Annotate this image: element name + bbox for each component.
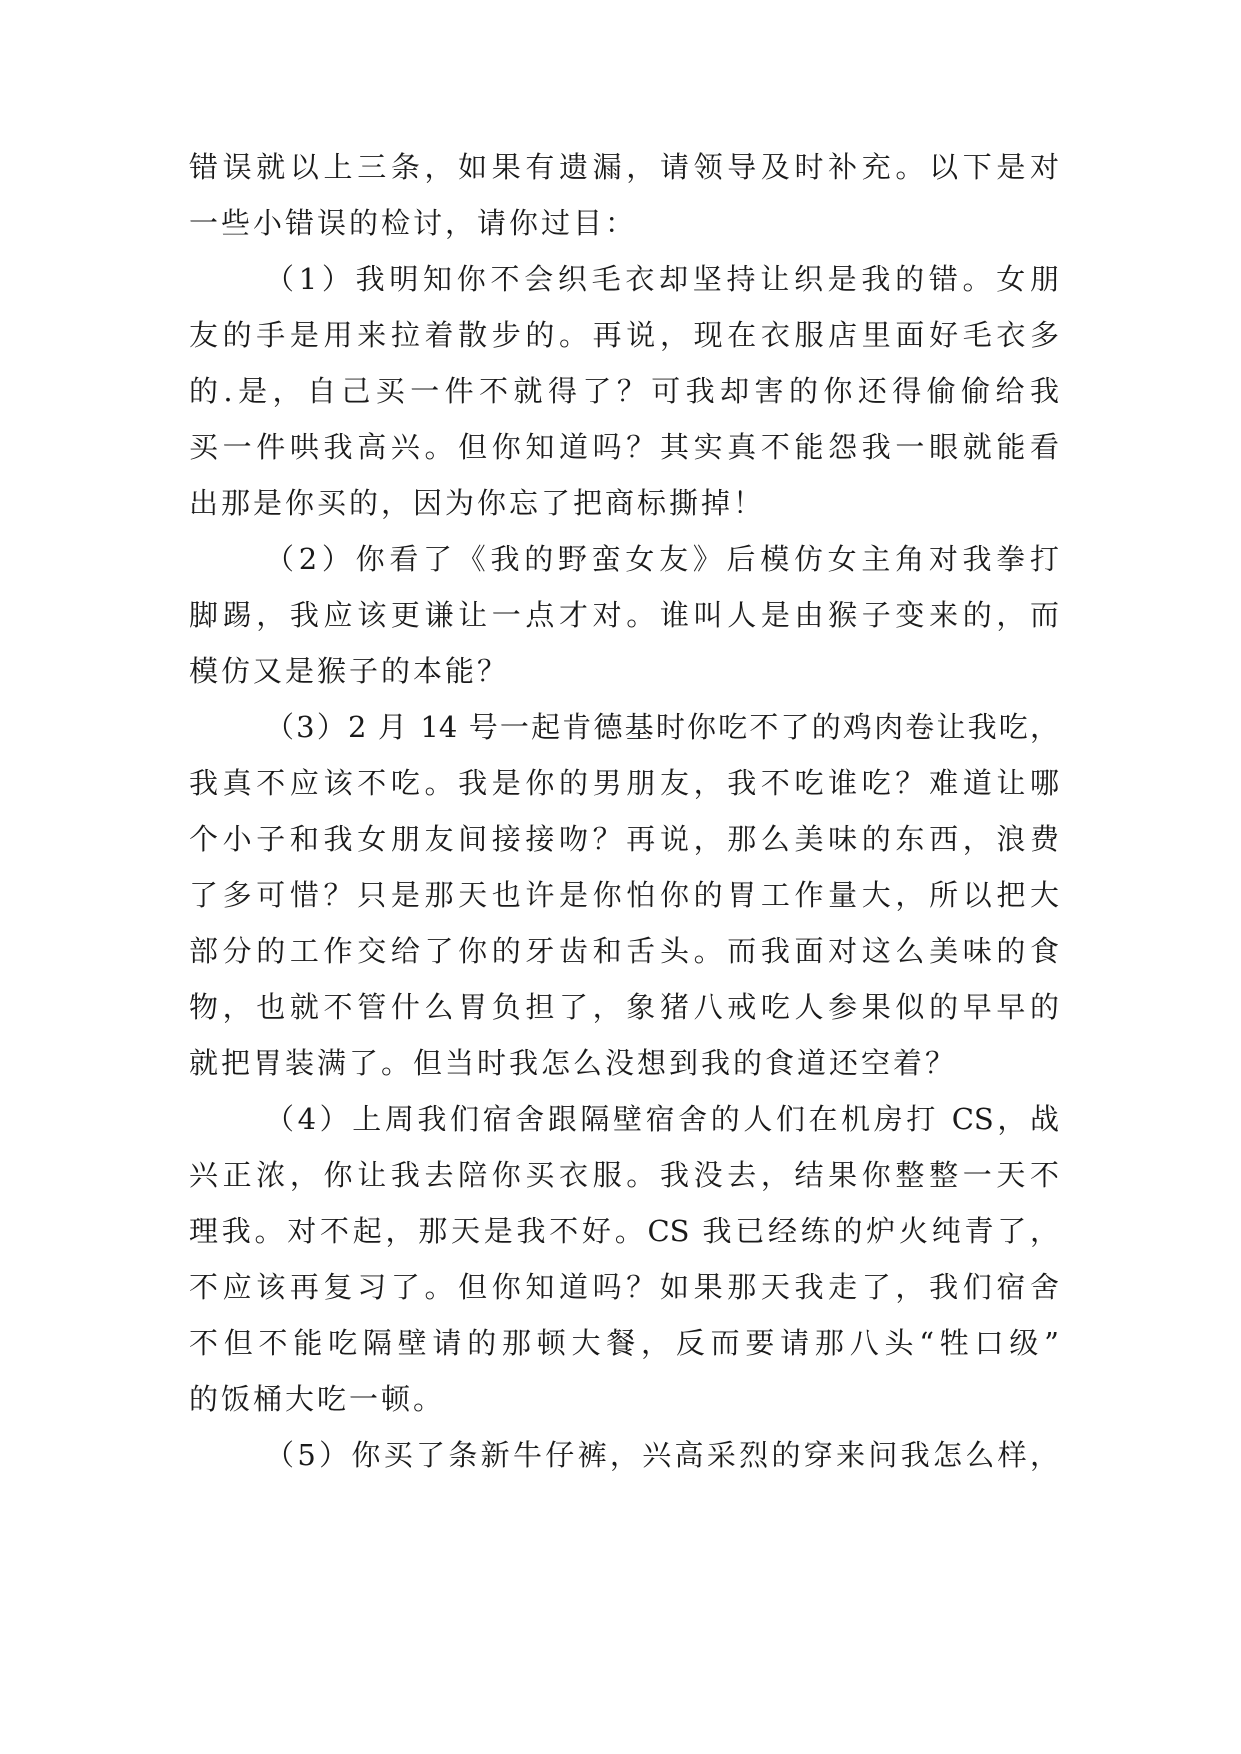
text-line: （1）我明知你不会织毛衣却坚持让织是我的错。女朋 (265, 262, 1059, 296)
text-line: （4）上周我们宿舍跟隔壁宿舍的人们在机房打 CS，战 (265, 1102, 1059, 1136)
text-line: 理我。对不起，那天是我不好。CS 我已经练的炉火纯青了， (189, 1214, 1059, 1248)
text-line: 不应该再复习了。但你知道吗？如果那天我走了，我们宿舍 (189, 1270, 1059, 1304)
text-line: 物，也就不管什么胃负担了，象猪八戒吃人参果似的早早的 (189, 990, 1059, 1024)
text-line: 就把胃装满了。但当时我怎么没想到我的食道还空着？ (189, 1046, 958, 1080)
text-line: 错误就以上三条，如果有遗漏，请领导及时补充。以下是对 (189, 150, 1059, 184)
text-line: 的饭桶大吃一顿。 (189, 1382, 446, 1416)
text-line: 买一件哄我高兴。但你知道吗？其实真不能怨我一眼就能看 (189, 430, 1059, 464)
text-line: （3）2 月 14 号一起肯德基时你吃不了的鸡肉卷让我吃， (265, 710, 1059, 744)
text-line: 一些小错误的检讨，请你过目： (189, 206, 638, 240)
text-line: 兴正浓，你让我去陪你买衣服。我没去，结果你整整一天不 (189, 1158, 1059, 1192)
text-line: （2）你看了《我的野蛮女友》后模仿女主角对我拳打 (265, 542, 1059, 576)
text-line: 了多可惜？只是那天也许是你怕你的胃工作量大，所以把大 (189, 878, 1059, 912)
text-line: （5）你买了条新牛仔裤，兴高采烈的穿来问我怎么样， (265, 1438, 1059, 1472)
text-line: 模仿又是猴子的本能？ (189, 654, 510, 688)
text-line: 个小子和我女朋友间接接吻？再说，那么美味的东西，浪费 (189, 822, 1059, 856)
text-line: 部分的工作交给了你的牙齿和舌头。而我面对这么美味的食 (189, 934, 1059, 968)
text-line: 脚踢，我应该更谦让一点才对。谁叫人是由猴子变来的，而 (189, 598, 1059, 632)
text-line: 友的手是用来拉着散步的。再说，现在衣服店里面好毛衣多 (189, 318, 1059, 352)
text-line: 出那是你买的，因为你忘了把商标撕掉！ (189, 486, 766, 520)
text-line: 我真不应该不吃。我是你的男朋友，我不吃谁吃？难道让哪 (189, 766, 1059, 800)
text-line: 的.是，自己买一件不就得了？可我却害的你还得偷偷给我 (189, 374, 1059, 408)
text-line: 不但不能吃隔壁请的那顿大餐，反而要请那八头“牲口级” (189, 1326, 1059, 1360)
